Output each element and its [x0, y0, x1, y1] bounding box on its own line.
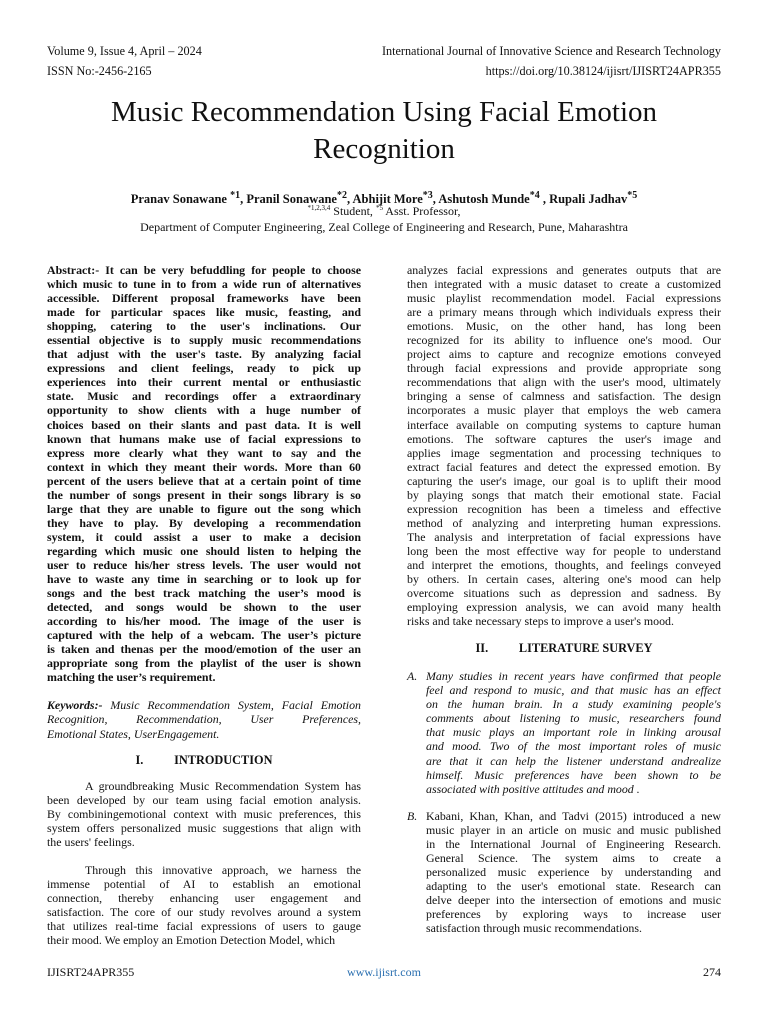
text-line: General Science. The system aims to create a: [426, 850, 721, 865]
text-line: user to reduce his/her stress levels. The user would not: [47, 557, 361, 572]
text-line: By combiningemotional context with music preferences, this: [47, 806, 361, 821]
student-mark: *1,2,3,4: [307, 204, 331, 212]
text-line: are that it can help the listener understand andrealize: [426, 753, 721, 768]
spacer: [47, 849, 361, 863]
keywords-text: Music Recommendation System, Facial Emotion: [110, 698, 361, 713]
text-line: they have to play. By developing a recommendation: [47, 515, 361, 530]
text-line: Many studies in recent years have confirmed that people: [426, 669, 721, 684]
text-line: Abstract:- It can be very befuddling for people to choose: [47, 263, 361, 277]
text-line: feel and respond to music, and that music has an effect: [426, 683, 721, 698]
footer-website-text[interactable]: www.ijisrt.com: [347, 965, 421, 979]
text-line: percent of the users believe that at a certain point of time: [47, 473, 361, 488]
text-line: adapting to the user's emotional state. Research can: [426, 878, 721, 893]
text-line: essential objective is to supply music recommendations: [47, 333, 361, 348]
text-line: context in which they meant their words. More than 60: [47, 459, 361, 474]
text-line: capturing the user's image, our goal is to uplift their mood: [407, 473, 721, 488]
text-line: employing expression analysis, we can avoid many health: [407, 600, 721, 615]
text-line: [47, 698, 361, 712]
text-line: accessible. Different proposal frameworks have been: [47, 291, 361, 306]
spacer: [407, 628, 721, 641]
author-mark: *4: [529, 190, 540, 201]
text-line: risks and take necessary steps to improve a user's mood.: [407, 614, 674, 629]
affiliation-roles: [0, 204, 768, 219]
title-line-2: Recognition: [313, 133, 455, 165]
text-line: long been the most effective way for people to understand: [407, 543, 721, 558]
list-marker: B.: [407, 808, 418, 823]
text-line: bringing a sense of calmness and satisfaction. The design: [407, 389, 721, 404]
text-line: which music to tune in to from a wide run of alternatives: [47, 277, 361, 292]
text-line: personalized music experience by understanding and: [426, 864, 721, 879]
text-line: are a primary means through which individuals express their: [407, 305, 721, 320]
right-column: [407, 263, 721, 935]
spacer: [47, 684, 361, 698]
paragraph: [47, 263, 361, 684]
text-line: recommendations that align with the user's mood, ultimately: [407, 375, 721, 390]
doi-link[interactable]: https://doi.org/10.38124/ijisrt/IJISRT24APR355: [485, 64, 721, 78]
author-name: Abhijit More: [352, 192, 423, 206]
text-line: been developed by our team using facial emotion analysis.: [47, 792, 361, 807]
text-line: preferences by exploring ways to increase user: [426, 906, 721, 921]
text-line: by playing songs that match their emotional state. Facial: [407, 487, 721, 502]
footer-page-number: 274: [703, 965, 721, 979]
text-line: system, it could assist a user to make a decision: [47, 529, 361, 544]
text-line: interface available on computing systems to capture human: [407, 417, 721, 432]
text-line: opportunity to show clients with a huge number of: [47, 403, 361, 418]
text-line: that adjust with the user's taste. By analyzing facial: [47, 347, 361, 362]
keywords: [47, 698, 361, 740]
author-mark: *2: [336, 190, 347, 201]
author-mark: *1: [230, 190, 241, 201]
text-line: music playlist recommendation model. Facial expressions: [407, 291, 721, 306]
text-line: choices based on their slants and past data. It is well: [47, 417, 361, 432]
text-line: comments about listening to music, researchers found: [426, 711, 721, 726]
spacer: [47, 769, 361, 779]
list-item: [407, 809, 721, 935]
text-line: through facial expressions and provide appropriate song: [407, 361, 721, 376]
author-name: Rupali Jadhav: [549, 192, 628, 206]
text-line: songs and the best track matching the user’s mood is: [47, 586, 361, 601]
paragraph: [47, 779, 361, 849]
text-line: that utilizes real-time facial expressions of users to gauge: [47, 918, 361, 933]
text-line: have to waste any time in searching or to look up for: [47, 572, 361, 587]
text-line: A groundbreaking Music Recommendation System has: [85, 778, 361, 793]
text-line: detected, and songs would be shown to the user: [47, 600, 361, 615]
paper-title: [0, 94, 768, 168]
text-line: Recognition, Recommendation, User Preferences,: [47, 712, 361, 727]
text-line: extract facial features and detect the expressed emotion. By: [407, 459, 721, 474]
text-line: the number of songs present in their songs library is so: [47, 487, 361, 502]
spacer: [407, 796, 721, 809]
text-line: music player in an article on music and music published: [426, 822, 721, 837]
text-line: associated with positive attitudes and mood .: [426, 781, 640, 796]
text-line: known that humans make use of facial expressions to: [47, 431, 361, 446]
footer-website-link[interactable]: [0, 965, 768, 980]
text-line: incorporates a music player that employs the web camera: [407, 403, 721, 418]
text-line: experiences into their current mental or enthusiastic: [47, 375, 361, 390]
list-marker: A.: [407, 669, 418, 684]
text-line: express more clearly what they want to say and the: [47, 445, 361, 460]
text-line: immense potential of AI to establish an emotional: [47, 876, 361, 891]
text-line: method of analyzing and interpreting human expressions.: [407, 515, 721, 530]
department: Department of Computer Engineering, Zeal College of Engineering and Research, Pune, Maharashtra: [140, 220, 628, 234]
text-line: emotions. Music, on the other hand, has long been: [407, 319, 721, 334]
text-line: satisfaction. The core of our study revolves around a system: [47, 904, 361, 919]
text-line: recognized for its ability to influence one's mood. Our: [407, 333, 721, 348]
paragraph: [407, 263, 721, 628]
text-line: in the International Journal of Engineering Research.: [426, 836, 721, 851]
text-line: expression recognition has been a timeless and effective: [407, 501, 721, 516]
section-heading: II. LITERATURE SURVEY: [475, 641, 653, 656]
text-line: and mood. Two of the most important roles of music: [426, 739, 721, 754]
text-line: satisfaction through music recommendations.: [426, 921, 642, 936]
text-line: delve deeper into the intersection of emotions and music: [426, 892, 721, 907]
text-line: the users' feelings.: [47, 834, 135, 849]
text-line: large that they are unable to figure out the song which: [47, 501, 361, 516]
text-line: overcome situations such as depression and sadness. By: [407, 586, 721, 601]
journal-name: International Journal of Innovative Science and Research Technology: [381, 44, 721, 58]
text-line: and interpret the emotions, thoughts, and feelings conveyed: [407, 557, 721, 572]
author-name: Pranav Sonawane: [130, 192, 231, 206]
spacer: [47, 741, 361, 753]
text-line: appropriate song from the playlist of the user is shown: [47, 656, 361, 671]
paragraph: [47, 863, 361, 947]
text-line: expressions and client feelings, ready to pick up: [47, 361, 361, 376]
text-line: is taken and thenas per the mood/emotion of the user an: [47, 642, 361, 657]
title-line-1: Music Recommendation Using Facial Emotion: [110, 96, 658, 128]
text-line: state. Music and recordings offer a extraordinary: [47, 389, 361, 404]
keywords-label: Keywords:-: [47, 698, 111, 713]
text-line: Emotional States, UserEngagement.: [47, 726, 220, 741]
text-line: emotions. The software captures the user's image and: [407, 431, 721, 446]
left-column: [47, 263, 361, 947]
text-line: on the human brain. In a study examining people's: [426, 697, 721, 712]
author-mark: *5: [627, 190, 638, 201]
issn: ISSN No:-2456-2165: [47, 64, 152, 78]
author-mark: *3: [422, 190, 433, 201]
text-line: matching the user’s requirement.: [47, 670, 216, 685]
footer-paper-id: IJISRT24APR355: [47, 965, 135, 979]
text-line: project aims to capture and recognize emotions conveyed: [407, 347, 721, 362]
text-line: system offers personalized music suggestions that align with: [47, 820, 361, 835]
text-line: regarding which music one should listen to helping the: [47, 543, 361, 558]
author-name: Pranil Sonawane: [246, 192, 337, 206]
text-line: applies image segmentation and processing techniques to: [407, 445, 721, 460]
text-line: made for particular spaces like music, feasting, and: [47, 305, 361, 320]
author-name: Ashutosh Munde: [438, 192, 530, 206]
text-line: captured with the help of a webcam. The user’s picture: [47, 628, 361, 643]
list-item: [407, 669, 721, 795]
student-role: Student,: [330, 204, 376, 218]
text-line: connection, thereby enhancing user engagement and: [47, 890, 361, 905]
text-line: Kabani, Khan, Khan, and Tadvi (2015) introduced a new: [426, 808, 721, 823]
text-line: then integrated with a music dataset to create a customized: [407, 277, 721, 292]
text-line: The analysis and interpretation of facial expressions have: [407, 529, 721, 544]
professor-role: Asst. Professor,: [382, 204, 461, 218]
author-list: Pranav Sonawane $^{*1}$, Pranil Sonawane$^{*2}$, Abhijit More$^{*3}$, Ashutosh Munde$^{*4}$ , Rupali Jadhav$^{*5}$: [130, 190, 638, 206]
volume-info: Volume 9, Issue 4, April – 2024: [47, 44, 202, 58]
spacer: [407, 657, 721, 669]
section-heading: I. INTRODUCTION: [135, 752, 273, 767]
text-line: by others. In certain cases, altering one's mood can help: [407, 572, 721, 587]
text-line: Through this innovative approach, we harness the: [85, 862, 361, 877]
text-line: according to his/her mood. The image of the user is: [47, 614, 361, 629]
professor-mark: *5: [375, 204, 383, 212]
text-line: analyzes facial expressions and generates outputs that are: [407, 263, 721, 277]
text-line: himself. Music preferences have been shown to be: [426, 767, 721, 782]
text-line: that music plays an important role in linking arousal: [426, 725, 721, 740]
text-line: shopping, catering to the user's inclinations. Our: [47, 319, 361, 334]
text-line: their mood. We employ an Emotion Detection Model, which: [47, 933, 336, 948]
